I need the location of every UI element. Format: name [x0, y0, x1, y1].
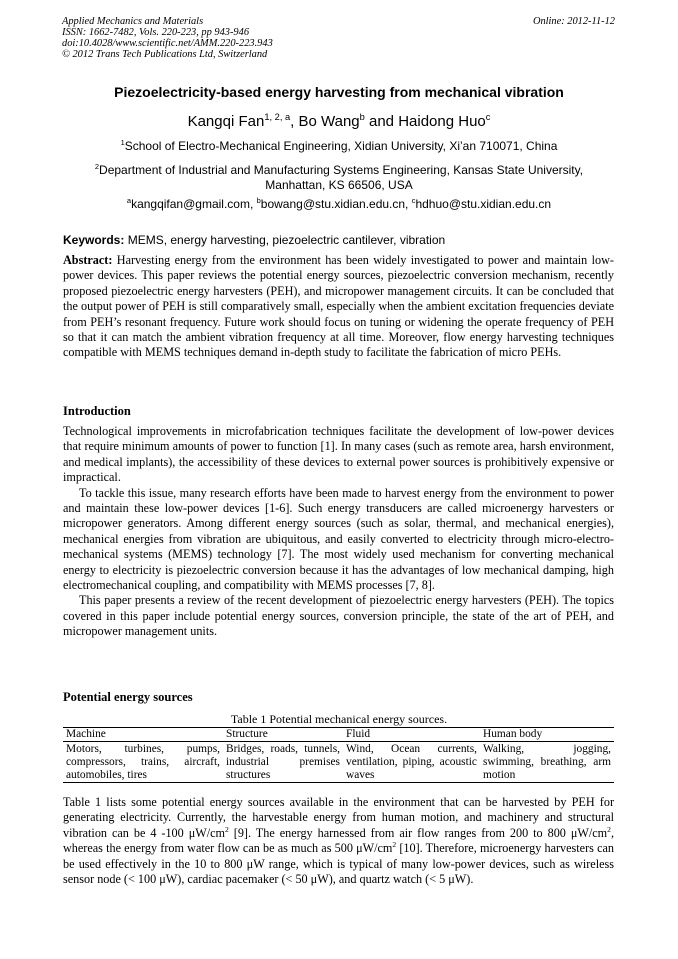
author-3-sup: c [485, 112, 491, 122]
superscript: 2 [225, 824, 229, 834]
introduction-heading: Introduction [63, 404, 131, 418]
table-cell: Bridges, roads, tunnels, industrial premises structures [223, 742, 343, 783]
email-line [0, 197, 678, 211]
author-sep: , [290, 113, 299, 130]
introduction-body [63, 424, 614, 640]
affiliation-2-sup: 2 [94, 162, 100, 171]
text-run: , whereas the energy from water flow can be as much as 500 μW/cm [63, 825, 614, 856]
affiliation-2 [0, 163, 678, 193]
doi-line: doi:10.4028/www.scientific.net/AMM.220-223.943 [62, 38, 273, 49]
potential-sources-heading: Potential energy sources [63, 690, 193, 704]
table-row [63, 742, 614, 783]
table-header-cell: Machine [63, 728, 223, 742]
author-2: Bo Wang [298, 113, 360, 130]
table-cell: Wind, Ocean currents, ventilation, piping, acoustic waves [343, 742, 480, 783]
intro-paragraph-2: To tackle this issue, many research efforts have been made to harvest energy from the environment to power and maintain these low-power devices [1-6]. Such energy transducers are called microenergy harvesters or micropower generators. Among different energy sources (such as solar, thermal, and mechanical energies), mechanical energies from vibration are ubiquitous, and easily converted to electricity through micro-electro-mechanical systems (MEMS) technology [7]. The most widely used mechanism for converting mechanical energy to electricity is piezoelectric conversion because it has the advantages of low mechanical damping, high electromechanical coupling, and compatibility with MEMS processes [7, 8]. [63, 485, 614, 593]
keywords-label: Keywords: [63, 233, 125, 247]
energy-sources-table [63, 727, 614, 783]
email-a-sup: a [126, 196, 132, 205]
abstract [63, 253, 614, 361]
paper-title: Piezoelectricity-based energy harvesting from mechanical vibration [114, 84, 564, 100]
abstract-label: Abstract: [63, 253, 113, 267]
table-discussion-paragraph [63, 795, 614, 887]
author-1-sup: 1, 2, a [264, 112, 291, 122]
author-2-sup: b [359, 112, 365, 122]
online-date: Online: 2012-11-12 [532, 16, 615, 27]
affiliation-1-text: School of Electro-Mechanical Engineering, Xidian University, Xi’an 710071, China [124, 139, 558, 153]
affiliation-2-line1: Department of Industrial and Manufacturing Systems Engineering, Kansas State University, [99, 163, 584, 177]
affiliation-2-line2: Manhattan, KS 66506, USA [265, 178, 413, 192]
superscript: 2 [607, 824, 611, 834]
journal-name: Applied Mechanics and Materials [62, 16, 204, 27]
issn-line: ISSN: 1662-7482, Vols. 220-223, pp 943-946 [62, 27, 250, 38]
email-c: hdhuo@stu.xidian.edu.cn [415, 197, 552, 211]
author-3: Haidong Huo [398, 113, 486, 130]
affiliation-1 [0, 139, 678, 153]
intro-paragraph-3: This paper presents a review of the recent development of piezoelectric energy harvesters (PEH). The topics covered in this paper include potential energy sources, conversion principle, the state of the art of PEH, and micropower management units. [63, 593, 614, 639]
text-run: [10]. Therefore, microenergy harvesters can be used effectively in the 10 to 800 μW range, which is typical of many low-power devices, such as wireless sensor node (< 100 μW), cardiac pacemaker (< 50 μW), and quartz watch (< 5 μW). [63, 841, 614, 887]
table-header-cell: Structure [223, 728, 343, 742]
table-cell: Walking, jogging, swimming, breathing, arm motion [480, 742, 614, 783]
table-header-row [63, 728, 614, 742]
table-cell: Motors, turbines, pumps, compressors, trains, aircraft, automobiles, tires [63, 742, 223, 783]
abstract-text: Harvesting energy from the environment has been widely investigated to power and maintain low-power devices. This paper reviews the potential energy sources, piezoelectric conversion mechanism, recently proposed piezoelectric energy harvesters (PEH), and micropower management circuits. It can be concluded that the output power of PEH is still comparatively small, especially when the ambient excitation frequencies deviate from PEH’s resonant frequency. Future work should focus on tuning or widening the operate frequency of PEH so that it can match the ambient vibration frequency at all time. Moreover, flow energy harvesting techniques compatible with MEMS techniques demand in-depth study to facilitate the fabrication of micro PEHs. [63, 253, 614, 360]
table-header-cell: Fluid [343, 728, 480, 742]
text-run: [9]. The energy harnessed from air flow ranges from 200 to 800 μW/cm [228, 825, 608, 840]
email-b-sup: b [256, 196, 261, 205]
email-c-sup: c [411, 196, 416, 205]
superscript: 2 [392, 840, 397, 850]
keywords [63, 233, 614, 247]
copyright-line: © 2012 Trans Tech Publications Ltd, Switzerland [62, 49, 268, 60]
keywords-text: MEMS, energy harvesting, piezoelectric cantilever, vibration [124, 233, 446, 247]
text-run: Table 1 lists some potential energy sources available in the environment that can be harvested by PEH for generating electricity. Currently, the harvestable energy from human motion, and machinery and structural vibration can be 4 -100 μW/cm [63, 795, 614, 840]
email-a: kangqifan@gmail.com, [131, 197, 257, 211]
author-sep: and [364, 113, 399, 130]
table-caption: Table 1 Potential mechanical energy sources. [230, 712, 448, 726]
table-header-cell: Human body [480, 728, 614, 742]
affiliation-1-sup: 1 [120, 138, 125, 147]
journal-header [62, 16, 273, 60]
intro-paragraph-1: Technological improvements in microfabrication techniques facilitate the development of low-power devices that require minimum amounts of power to function [1]. In many cases (such as remote area, harsh environment, and medical implants), the accessibility of these devices to external power sources is prohibitively expensive or impractical. [63, 424, 614, 485]
author-1: Kangqi Fan [187, 113, 265, 130]
author-line [0, 113, 678, 130]
email-b: bowang@stu.xidian.edu.cn, [260, 197, 412, 211]
